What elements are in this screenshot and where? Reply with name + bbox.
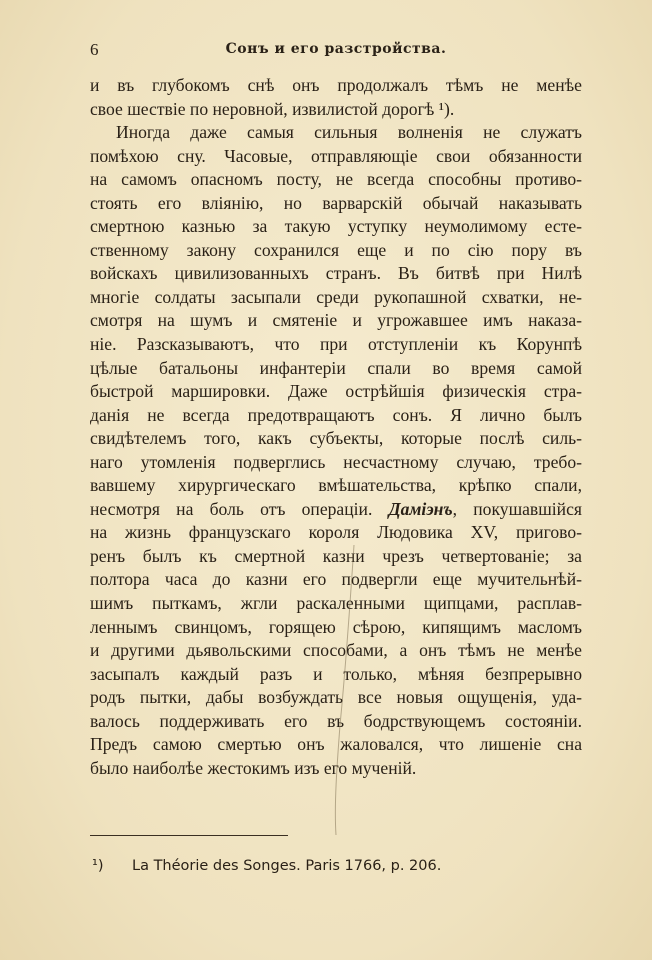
text-line: и другими дьявольскими способами, а онъ тѣмъ не менѣе [90,640,582,661]
text-line: на жизнь французскаго короля Людовика XV, пригово- [90,522,582,543]
text-line: быстрой маршировки. Даже острѣйшія физическія стра- [90,381,582,402]
text-line: свое шествіе по неровной, извилистой дорогѣ ¹). [90,98,455,119]
pencil-mark [310,545,370,845]
text-line: полтора часа до казни его подвергли еще мучительнѣй- [90,569,582,590]
text-line: смертною казнью за такую уступку неумолимому есте- [90,216,582,237]
text-line: несмотря на боль отъ операціи. Даміэнъ, покушавшійся [90,498,582,519]
text-line: помѣхою сну. Часовые, отправляющіе свои обязанности [90,145,582,166]
running-head [90,40,582,62]
text-line: было наиболѣе жестокимъ изъ его мученій. [90,757,417,778]
text-line: шимъ пыткамъ, жгли раскаленными щипцами, расплав- [90,593,582,614]
text-line: ственному закону сохранился еще и по сію пору въ [90,239,582,260]
text-line: вавшему хирургическаго вмѣшательства, крѣпко спали, [90,475,582,496]
text-line: данія не всегда предотвращаютъ сонъ. Я лично былъ [90,404,582,425]
text-line: леннымъ свинцомъ, горящею сѣрою, кипящимъ масломъ [90,616,582,637]
text-line: на самомъ опасномъ посту, не всегда способны противо- [90,169,582,190]
text-line: родъ пытки, дабы возбуждать все новыя ощущенія, уда- [90,687,582,708]
text-line: наго утомленія подверглись несчастному случаю, требо- [90,451,582,472]
text-line: валось поддерживать его въ бодрствующемъ состояніи. [90,710,582,731]
text-line: смотря на шумъ и смятеніе и угрожавшее имъ наказа- [90,310,582,331]
footnote [92,858,442,874]
text-line: войскахъ цивилизованныхъ странъ. Въ битвѣ при Нилѣ [90,263,582,284]
text-line: засыпалъ каждый разъ и только, мѣняя безпрерывно [90,663,582,684]
text-line: ніе. Разсказываютъ, что при отступленіи къ Корунпѣ [90,334,582,355]
footnote-marker: ¹) [92,858,104,874]
italic-name: Даміэнъ [388,498,453,519]
text-line: ренъ былъ къ смертной казни чрезъ четвертованіе; за [90,545,582,566]
text-line: цѣлые батальоны инфантеріи спали во время самой [90,357,582,378]
footnote-text: La Théorie des Songes. Paris 1766, p. 206. [132,858,442,874]
running-title: Сонъ и его разстройства. [225,41,447,57]
text-line: многіе солдаты засыпали среди рукопашной схватки, не- [90,286,582,307]
text-line: Предъ самою смертью онъ жаловался, что лишеніе сна [90,734,582,755]
text-line: и въ глубокомъ снѣ онъ продолжалъ тѣмъ не менѣе [90,75,582,95]
text-line: Иногда даже самыя сильныя волненія не служатъ [116,122,582,143]
page-number: 6 [90,40,99,59]
text-line: стоять его вліянію, но варварскій обычай наказывать [90,192,582,213]
footnote-rule [90,835,288,836]
text-line: свидѣтелемъ того, какъ субъекты, которые послѣ силь- [90,428,582,449]
